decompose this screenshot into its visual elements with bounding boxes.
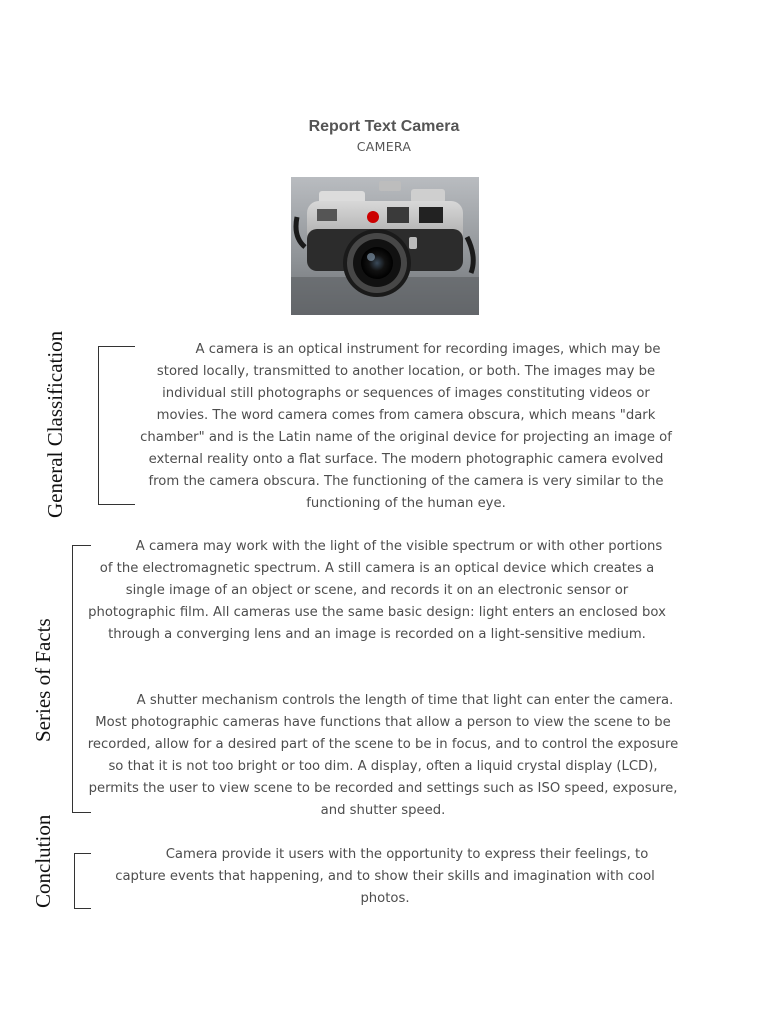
document-subtitle: CAMERA: [356, 139, 412, 154]
bracket-general: [98, 346, 135, 505]
paragraph-general-classification: [136, 339, 676, 515]
bracket-conclution: [74, 853, 91, 909]
paragraph-conclusion-text: Camera provide it users with the opportunity to express their feelings, to capture events that happening, and to show their skills and imagination with cool photos.: [115, 847, 655, 906]
document-title: Report Text Camera: [308, 118, 460, 135]
paragraph-facts-1: [88, 536, 666, 646]
paragraph-facts-2-text: A shutter mechanism controls the length of time that light can enter the camera. Most photographic cameras have functions that allow a person to view the scene to be recorded, allow for a desired part of the scene to be in focus, and to control the exposure so that it is not too bright or too dim. A display, often a liquid crystal display (LCD), permits the user to view scene to be recorded and settings such as ISO speed, exposure, and shutter speed.: [87, 693, 679, 818]
paragraph-facts-1-text: A camera may work with the light of the visible spectrum or with other portions of the electromagnetic spectrum. A still camera is an optical device which creates a single image of an object or scene, and records it on an electronic sensor or photographic film. All cameras use the same basic design: light enters an enclosed box through a converging lens and an image is recorded on a light-sensitive medium.: [88, 539, 666, 642]
label-series-of-facts: Series of Facts: [31, 618, 55, 742]
label-conclution: Conclution: [31, 814, 55, 908]
paragraph-conclusion: [96, 844, 674, 910]
paragraph-facts-2: [86, 690, 680, 822]
label-general-classification: General Classification: [43, 330, 67, 518]
paragraph-general-text: A camera is an optical instrument for recording images, which may be stored locally, transmitted to another location, or both. The images may be individual still photographs or sequences of images constituting videos or movies. The word camera comes from camera obscura, which means "dark chamber" and is the Latin name of the original device for projecting an image of external reality onto a flat surface. The modern photographic camera evolved from the camera obscura. The functioning of the camera is very similar to the functioning of the human eye.: [140, 342, 672, 511]
camera-photo: [291, 177, 479, 315]
